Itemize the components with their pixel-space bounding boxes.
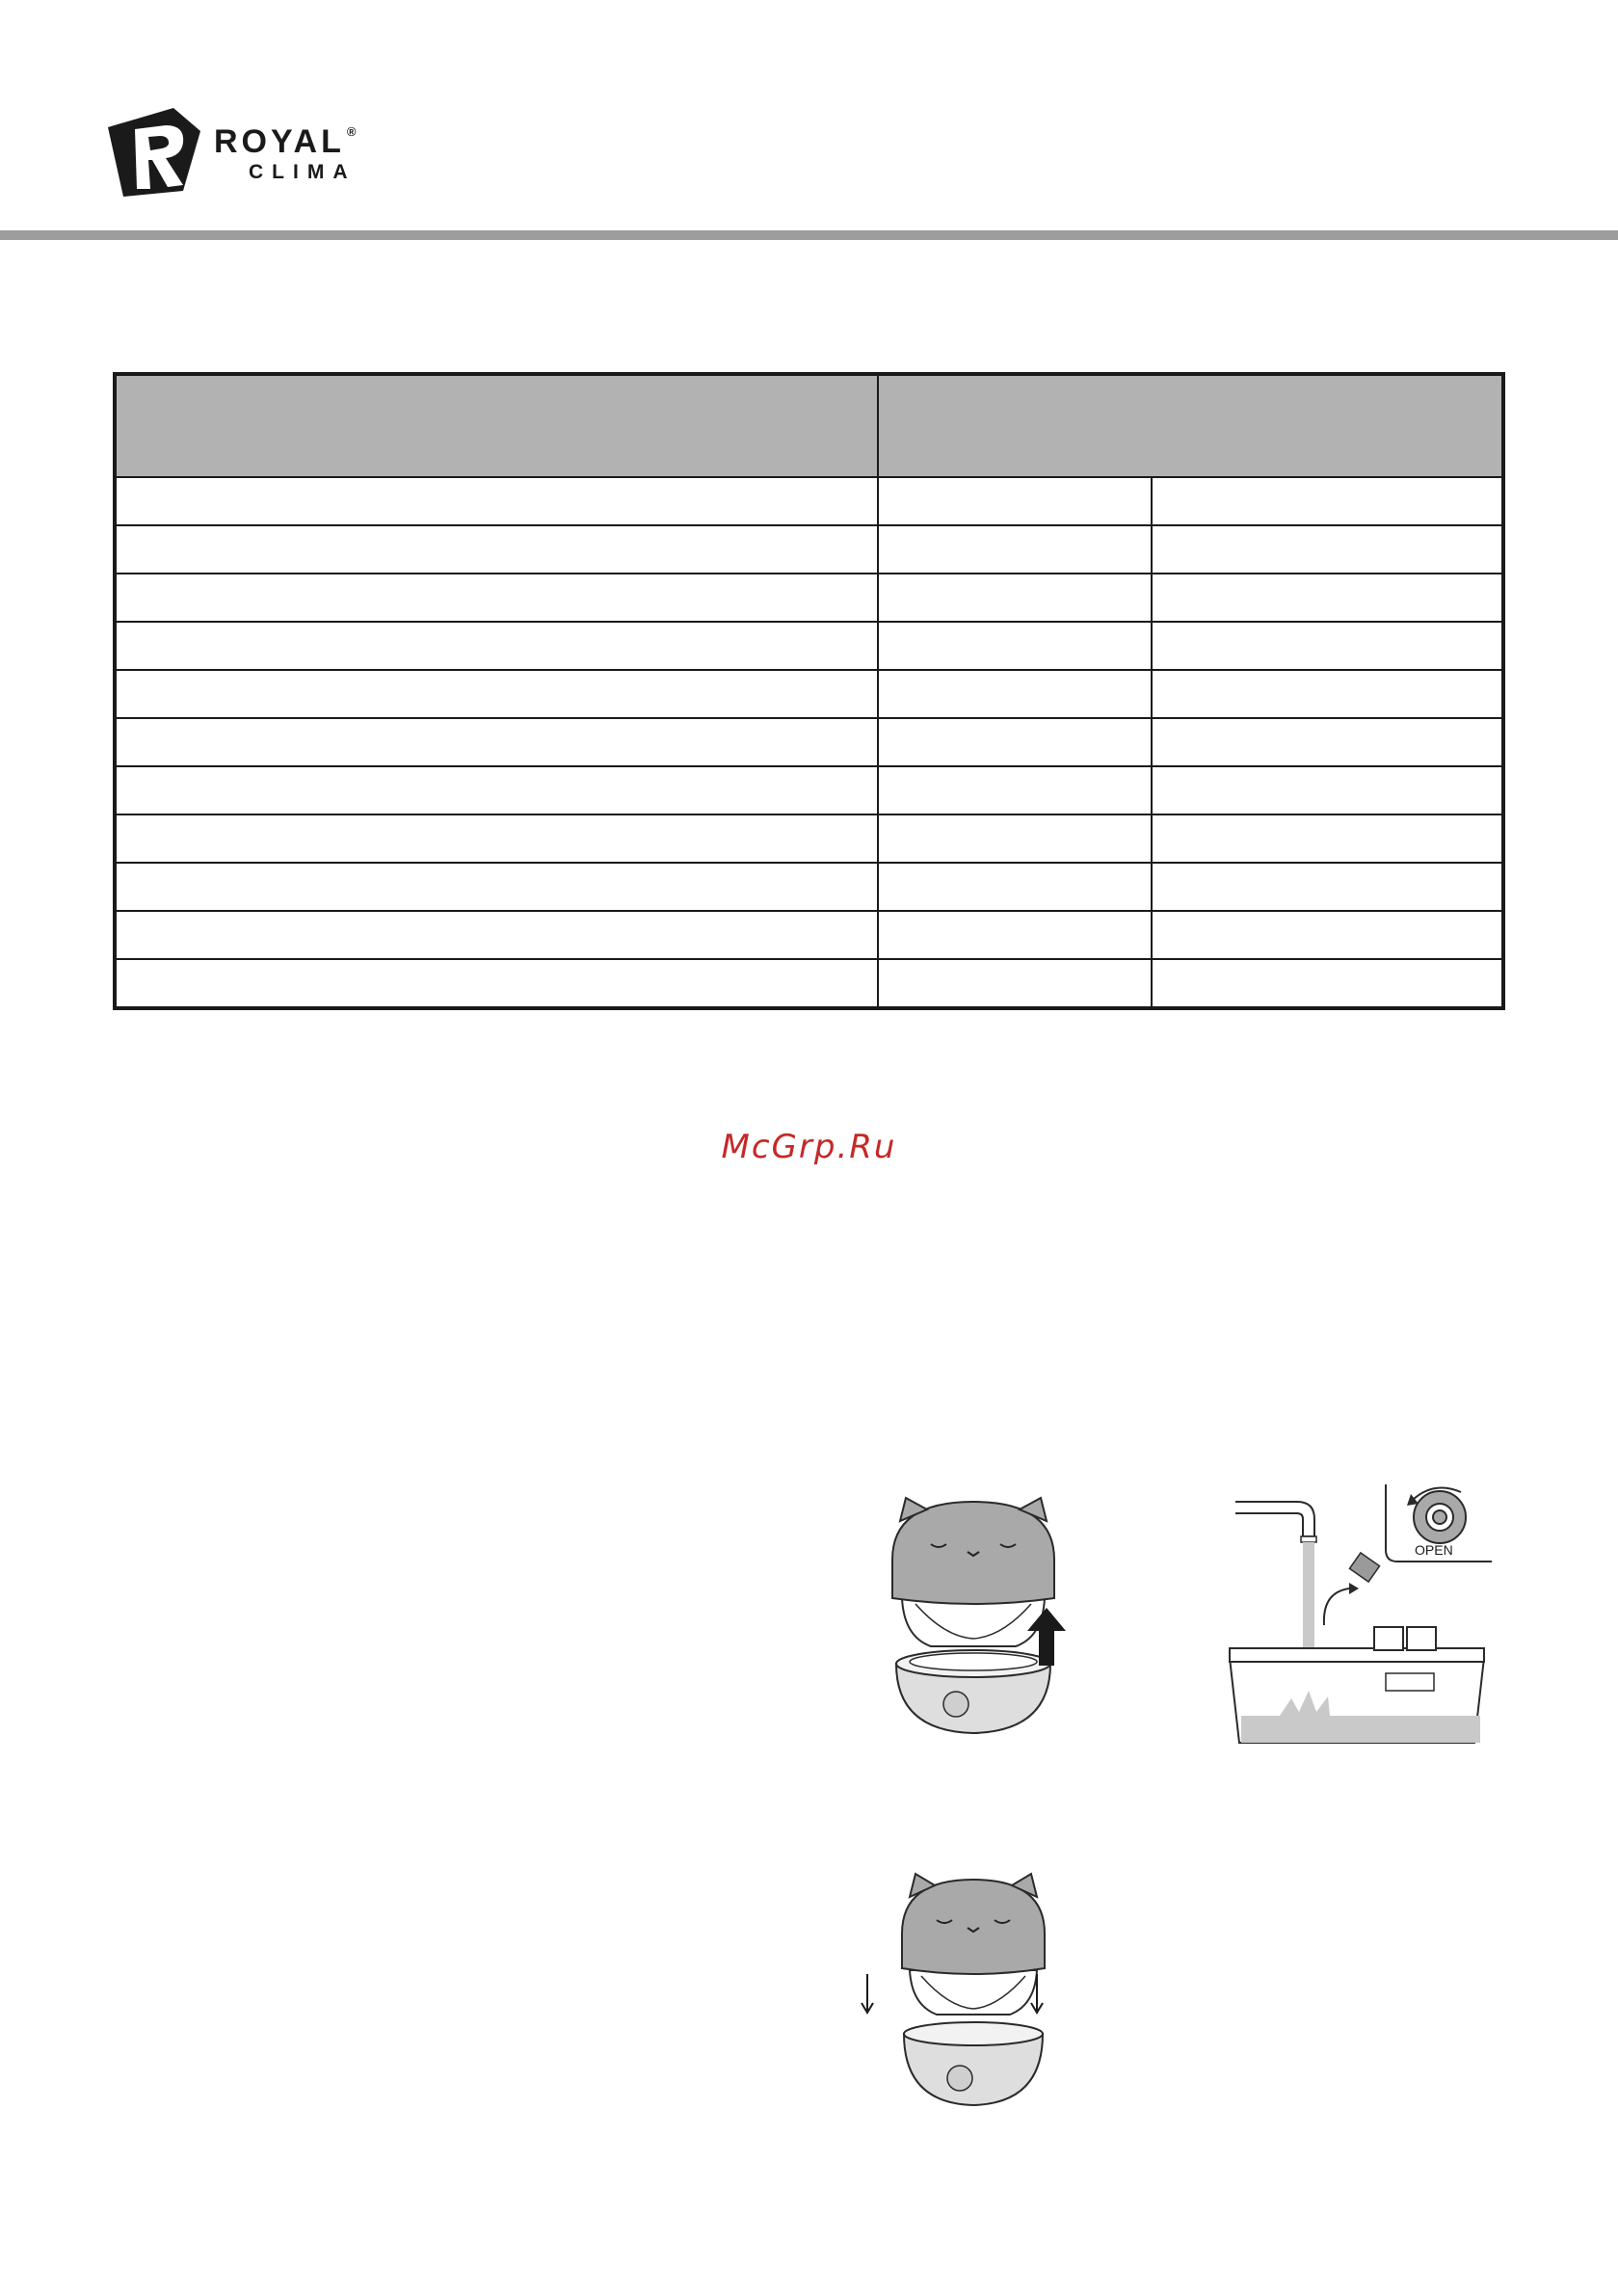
- table-cell-value: [878, 766, 1152, 814]
- table-row: [115, 477, 1503, 525]
- table-cell-value: [1152, 525, 1503, 574]
- table-cell-value: [1152, 911, 1503, 959]
- specification-table: [113, 372, 1505, 1010]
- knob-icon: [943, 1692, 968, 1717]
- table-cell-value: [878, 574, 1152, 622]
- table-cell-value: [1152, 477, 1503, 525]
- table-cell-value: [1152, 574, 1503, 622]
- table-cell-parameter: [115, 670, 878, 718]
- table-cell-value: [1152, 622, 1503, 670]
- figure-fill-water: [1222, 1484, 1501, 1745]
- table-cell-value: [878, 959, 1152, 1008]
- table-row: [115, 718, 1503, 766]
- table-row: [115, 766, 1503, 814]
- table-cell-parameter: [115, 525, 878, 574]
- watermark: McGrp.Ru: [721, 1128, 897, 1166]
- table-cell-parameter: [115, 622, 878, 670]
- table-cell-value: [878, 622, 1152, 670]
- table-cell-value: [1152, 670, 1503, 718]
- table-row: [115, 863, 1503, 911]
- royal-clima-logo: [106, 104, 443, 197]
- table-row: [115, 525, 1503, 574]
- table-header-value: [878, 374, 1503, 477]
- table-cell-value: [878, 718, 1152, 766]
- table-cell-parameter: [115, 574, 878, 622]
- table-cell-parameter: [115, 477, 878, 525]
- table-header-parameter: [115, 374, 878, 477]
- table-row: [115, 959, 1503, 1008]
- table-cell-value: [878, 525, 1152, 574]
- table-cell-parameter: [115, 959, 878, 1008]
- table-cell-value: [1152, 959, 1503, 1008]
- arrow-down-left-icon: [860, 1974, 875, 2015]
- table-row: [115, 814, 1503, 863]
- table-cell-value: [1152, 863, 1503, 911]
- table-cell-value: [1152, 718, 1503, 766]
- brand-name: ROYAL ®: [214, 123, 357, 160]
- table-cell-value: [878, 911, 1152, 959]
- table-cell-parameter: [115, 814, 878, 863]
- table-cell-value: [878, 670, 1152, 718]
- table-cell-value: [878, 814, 1152, 863]
- table-row: [115, 911, 1503, 959]
- table-cell-value: [878, 863, 1152, 911]
- table-row: [115, 574, 1503, 622]
- arrow-down-right-icon: [1029, 1974, 1045, 2015]
- arrow-up-icon: [1027, 1608, 1066, 1666]
- brand-subname: CLIMA: [249, 161, 357, 183]
- knob-icon: [947, 2066, 972, 2091]
- royal-r-emblem-icon: [106, 104, 202, 197]
- table-cell-parameter: [115, 911, 878, 959]
- inset-open-label: OPEN: [1415, 1542, 1453, 1558]
- header-divider: [0, 230, 1618, 240]
- figure-reassemble: [896, 1870, 1050, 2111]
- table-cell-value: [878, 477, 1152, 525]
- table-cell-value: [1152, 814, 1503, 863]
- table-cell-parameter: [115, 863, 878, 911]
- table-cell-value: [1152, 766, 1503, 814]
- table-row: [115, 670, 1503, 718]
- table-cell-parameter: [115, 766, 878, 814]
- table-row: [115, 622, 1503, 670]
- table-cell-parameter: [115, 718, 878, 766]
- table-header-row: [115, 374, 1503, 477]
